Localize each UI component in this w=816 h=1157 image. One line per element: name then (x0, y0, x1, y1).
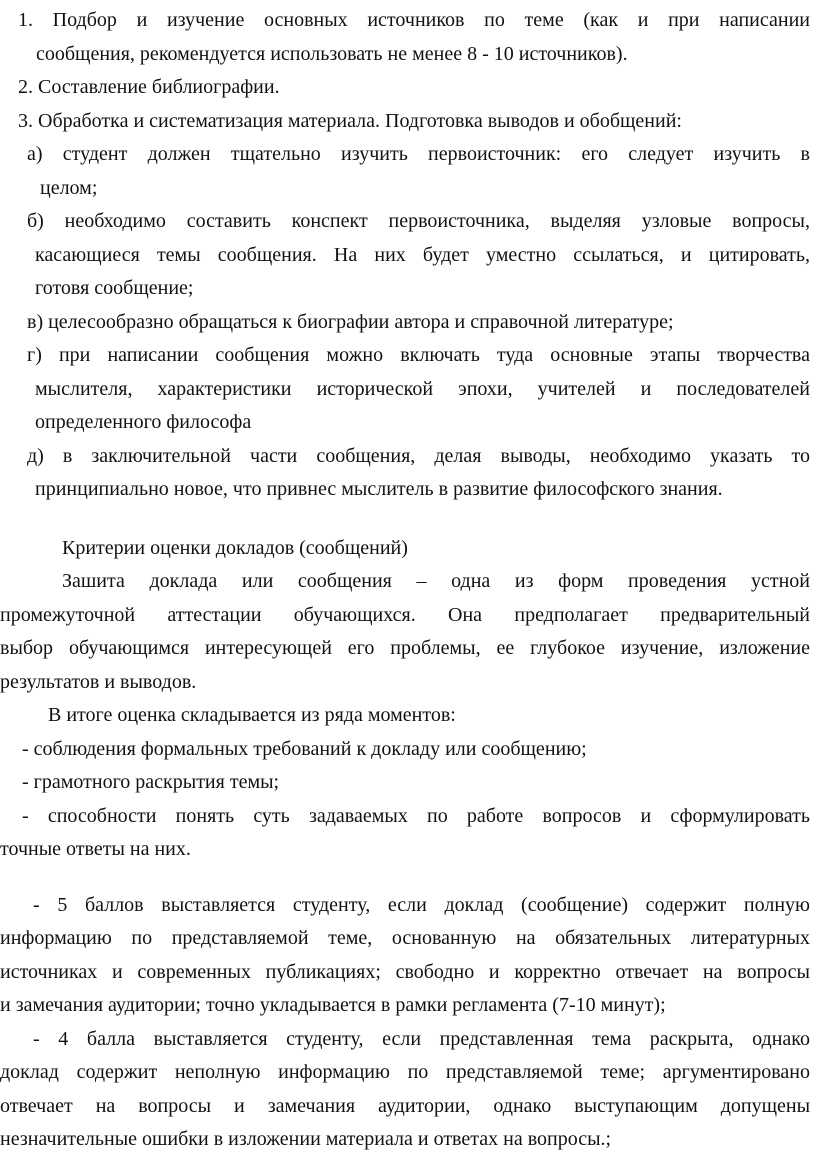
sub-item-g-line-1: г) при написании сообщения можно включать туда основные этапы творчества (27, 344, 810, 366)
list-item-1-line-2: сообщения, рекомендуется использовать не менее 8 - 10 источников). (36, 42, 628, 65)
sub-item-a-line-2: целом; (40, 176, 98, 199)
sub-item-b-line-1: б) необходимо составить конспект первоисточника, выделяя узловые вопросы, (27, 210, 810, 232)
list-item-2: 2. Составление библиографии. (18, 76, 280, 98)
list-item-3: 3. Обработка и систематизация материала. Подготовка выводов и обобщений: (18, 109, 682, 132)
spacer (0, 507, 810, 532)
paragraph-1-line-2: промежуточной аттестации обучающихся. Она предполагает предварительный (0, 603, 810, 626)
sub-item-b-line-3: готовя сообщение; (35, 277, 194, 299)
grade-4-line-3: отвечает на вопросы и замечания аудитории, однако выступающим допущены (0, 1094, 810, 1117)
paragraph-1-line-3: выбор обучающимся интересующей его проблемы, ее глубокое изучение, изложение (0, 637, 810, 659)
criteria-item-1: - соблюдения формальных требований к докладу или сообщению; (22, 737, 587, 760)
section-title: Критерии оценки докладов (сообщений) (62, 536, 408, 559)
criteria-item-3-line-2: точные ответы на них. (0, 838, 191, 860)
grade-5-line-2: информацию по представляемой теме, основанную на обязательных литературных (0, 927, 810, 949)
grade-4-line-2: доклад содержит неполную информацию по представляемой теме; аргументировано (0, 1061, 810, 1083)
sub-item-d-line-2: принципиально новое, что привнес мыслитель в развитие философского знания. (35, 478, 723, 500)
criteria-item-2: - грамотного раскрытия темы; (22, 771, 280, 793)
sub-item-g-line-2: мыслителя, характеристики исторической эпохи, учителей и последователей (35, 377, 810, 400)
grade-4-line-1: - 4 балла выставляется студенту, если представленная тема раскрыта, однако (33, 1027, 810, 1050)
sub-item-v: в) целесообразно обращаться к биографии автора и справочной литературе; (27, 310, 674, 333)
grade-5-line-4: и замечания аудитории; точно укладывается в рамки регламента (7-10 минут); (0, 994, 666, 1016)
criteria-item-3-line-1: - способности понять суть задаваемых по работе вопросов и сформулировать (22, 804, 810, 827)
grade-5-line-1: - 5 баллов выставляется студенту, если доклад (сообщение) содержит полную (33, 893, 810, 916)
sub-item-d-line-1: д) в заключительной части сообщения, делая выводы, необходимо указать то (27, 444, 810, 467)
grade-5-line-3: источниках и современных публикациях; свободно и корректно отвечает на вопросы (0, 960, 810, 983)
list-item-1-line-1: 1. Подбор и изучение основных источников по теме (как и при написании (18, 9, 810, 31)
paragraph-2: В итоге оценка складывается из ряда моментов: (48, 704, 456, 726)
sub-item-g-line-3: определенного философа (35, 411, 252, 433)
paragraph-1-line-1: Зашита доклада или сообщения – одна из форм проведения устной (62, 570, 810, 592)
sub-item-b-line-2: касающиеся темы сообщения. На них будет уместно ссылаться, и цитировать, (35, 243, 810, 266)
paragraph-1-line-4: результатов и выводов. (0, 670, 197, 693)
spacer (0, 867, 810, 889)
sub-item-a-line-1: а) студент должен тщательно изучить первоисточник: его следует изучить в (27, 143, 810, 165)
grade-4-line-4: незначительные ошибки в изложении материала и ответах на вопросы.; (0, 1128, 612, 1150)
